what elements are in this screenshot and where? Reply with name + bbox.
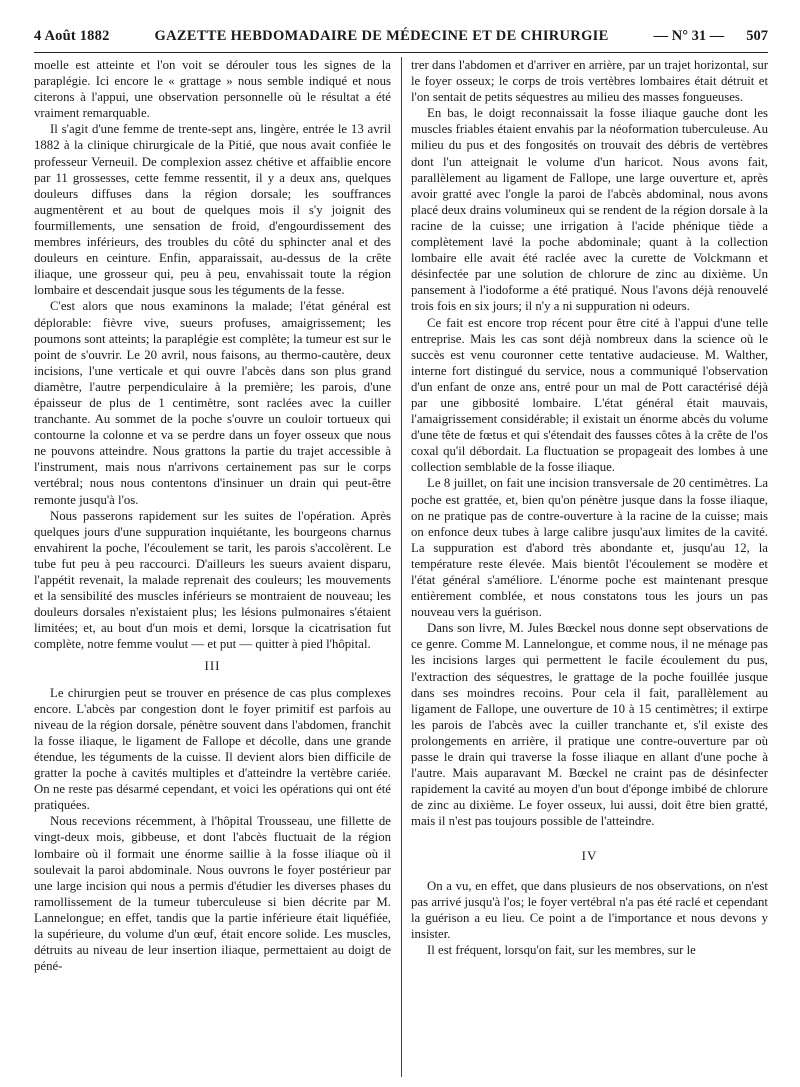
column-divider [401,57,402,1077]
paragraph: Le chirurgien peut se trouver en présence de cas plus complexes encore. L'abcès par congestion dont le foyer primitif est parfois au niveau de la région dorsale, pénètre souvent dans l'abdomen, franchit la fosse iliaque, le ligament de Fallope et décolle, dans une grande étendue, les téguments de la cuisse. Il devient alors bien difficile de gratter la poche à cavités multiples et d'atteindre la vertèbre cariée. On ne reste pas désarmé cependant, et voici les opérations qui ont été pratiquées. [34,685,391,813]
running-header [34,28,768,53]
section-heading: III [204,658,221,674]
right-column [411,57,768,1077]
header-right [654,28,768,45]
paragraph: Nous recevions récemment, à l'hôpital Trousseau, une fillette de vingt-deux mois, gibbeuse, et dont l'abcès fluctuait de la région lombaire où il formait une énorme saillie à la fosse iliaque où il soulevait la paroi abdominale. Nous ouvrons le foyer postérieur par une large incision qui nous a permis d'étudier les diverses phases du ramollissement de la tumeur tuberculeuse si bien décrite par M. Lannelongue; en effet, tandis que la partie inférieure était liquéfiée, la supérieure, du volume d'un œuf, était encore solide. Les muscles, détruits au niveau de leur insertion iliaque, permettaient au doigt de péné- [34,814,391,974]
page-number: 507 [746,28,768,44]
paragraph: On a vu, en effet, que dans plusieurs de nos observations, on n'est pas arrivé jusqu'à l'os; le foyer vertébral n'a pas été raclé et cependant la guérison a eu lieu. Ce point a de l'importance et nous devons y insister. [411,878,768,941]
text-columns [34,57,768,1077]
paragraph: Il est fréquent, lorsqu'on fait, sur les membres, sur le [427,942,696,957]
paragraph: Le 8 juillet, on fait une incision transversale de 20 centimètres. La poche est grattée, et, bien qu'on pénètre jusque dans la fosse iliaque, on ne pratique pas de contre-ouverture à la racine de la cuisse; mais on enfonce deux tubes à large calibre jusqu'aux limites de la cavité. La suppuration est d'abord très abondante et, jusqu'au 12, la température reste élevée. Mais bientôt l'écoulement se modère et l'état général s'améliore. L'énorme poche est maintenant presque entièrement comblée, et nous constatons tous les jours un pas nouveau vers la guérison. [411,476,768,620]
paragraph: Il s'agit d'une femme de trente-sept ans, lingère, entrée le 13 avril 1882 à la clinique chirurgicale de la Pitié, que nous avait confiée le professeur Verneuil. De complexion assez chétive et affaiblie encore par 11 grossesses, cette femme ressentit, il y a deux ans, quelques douleurs diffuses dans la région dorsale; les souffrances augmentèrent et au bout de quelques mois il s'y joignit des fourmillements, une sensation de froid, d'engourdissement des membres inférieurs, des troubles du côté du sphincter anal et des douleurs en ceinture. Enfin, apparaissait, au-dessus de la crête iliaque, une grosseur qui, peu à peu, envahissait toute la région lombaire et descendait jusque sous les téguments de la fesse. [34,122,391,298]
paragraph: Nous passerons rapidement sur les suites de l'opération. Après quelques jours d'une suppuration inquiétante, les bourgeons charnus envahirent la poche, l'écoulement se tarit, les parois s'accolèrent. Le tube fut peu à peu raccourci. D'ailleurs les sueurs avaient disparu, l'appétit revenait, la malade reprenait des couleurs; les mouvements et la sensibilité des muscles inférieurs se montraient de nouveau; les douleurs dorsales n'existaient plus; les lésions pulmonaires s'étaient limitées; et, au bout d'un mois et demi, lorsque la cicatrisation fut complète, notre femme voulut — et put — quitter à pied l'hôpital. [34,508,391,652]
left-column [34,57,391,1077]
issue-number: — N° 31 — [653,28,725,44]
paragraph: moelle est atteinte et l'on voit se dérouler tous les signes de la paraplégie. Ici encore le « grattage » nous semble indiqué et nous citerons à l'appui, une observation personnelle où le résultat a été vraiment remarquable. [34,58,391,121]
paragraph: Ce fait est encore trop récent pour être cité à l'appui d'une telle entreprise. Mais les cas sont déjà nombreux dans la science où le succès est venu couronner cette tentative audacieuse. M. Walther, interne fort distingué du service, nous a communiqué l'observation d'un enfant de onze ans, entré pour un mal de Pott caractérisé déjà par une gibbosité lombaire. L'état général était mauvais, l'amaigrissement considérable; il existait un énorme abcès du volume d'une tête de fœtus et qui s'étendait des fausses côtes à la crête de l'os coxal qu'il débordait. La fluctuation se propageait des lombes à une collection semblable de la fosse iliaque. [411,315,768,475]
journal-page [34,28,768,1078]
paragraph: trer dans l'abdomen et d'arriver en arrière, par un trajet horizontal, sur le foyer osseux; le corps de trois vertèbres lombaires était détruit et l'on sentait de petits séquestres au milieu des masses fongueuses. [411,58,768,105]
paragraph: Dans son livre, M. Jules Bœckel nous donne sept observations de ce genre. Comme M. Lannelongue, et comme nous, il ne ménage pas les incisions larges qui permettent le facile écoulement du pus, l'extraction des séquestres, le grattage de la poche fouillée jusque dans ses moindres recoins. Pour cela il fait, parallèlement au ligament de Fallope, une ouverture de 10 à 15 centimètres; il extirpe les parois de l'abcès avec la cuiller tranchante et, s'il existe des prolongements en arrière, il pratique une contre-ouverture par où passe le drain qui traverse la fosse iliaque en allant d'une poche à l'autre. Mais auparavant M. Bœckel ne craint pas de désinfecter rapidement la cavité au moyen d'un bout d'éponge imbibé de chlorure de zinc au dixième. Le foyer osseux, lui aussi, doit être bien gratté, mais il n'est pas toujours possible de l'atteindre. [411,621,768,829]
section-heading: IV [581,847,598,863]
paragraph: C'est alors que nous examinons la malade; l'état général est déplorable: fièvre vive, sueurs profuses, amaigrissement; les poumons sont atteints; la paraplégie est complète; la tumeur est sur le point de s'ouvrir. Le 20 avril, nous faisons, au thermo-cautère, deux incisions, l'une verticale et qui ouvre l'abcès dans son plus grand diamètre, l'autre perpendiculaire à la première; les parois, d'une épaisseur de plus de 1 centimètre, sont raclées avec la cuiller tranchante. Au sommet de la poche s'ouvre un couloir tortueux qui contourne la colonne et va se perdre dans un foyer osseux que nous ne pouvons atteindre. Nous grattons la partie du trajet accessible à l'instrument, mais nous n'arrivons certainement pas sur le corps vertébral; nous nous contentons d'insinuer un drain qui peut-être remonte jusqu'à l'os. [34,299,391,507]
paragraph: En bas, le doigt reconnaissait la fosse iliaque gauche dont les muscles friables étaient envahis par la néoformation tuberculeuse. Au milieu du pus et des fongosités on trouvait des débris de vertèbres dont l'un atteignait le volume d'un haricot. Nous avons fait, parallèlement au ligament de Fallope, une large ouverture et, après avoir gratté avec l'ongle la paroi de l'abcès abdominal, nous avons placé deux drains volumineux qui se rendent de la région dorsale à la racine de la cuisse; une irrigation à l'acide phénique tiède a complètement lavé la poche abdominale; quant à la collection lombaire elle avait été raclée avec la curette de Volckmann et désinfectée par une solution de chlorure de zinc au dixième. Un pansement à l'iodoforme a été pratiqué. Nous l'avons déjà renouvelé trois fois en six jours; il n'y a ni suppuration ni odeurs. [411,106,768,314]
issue-date: 4 Août 1882 [34,28,110,44]
journal-title: GAZETTE HEBDOMADAIRE DE MÉDECINE ET DE CHIRURGIE [154,28,609,44]
